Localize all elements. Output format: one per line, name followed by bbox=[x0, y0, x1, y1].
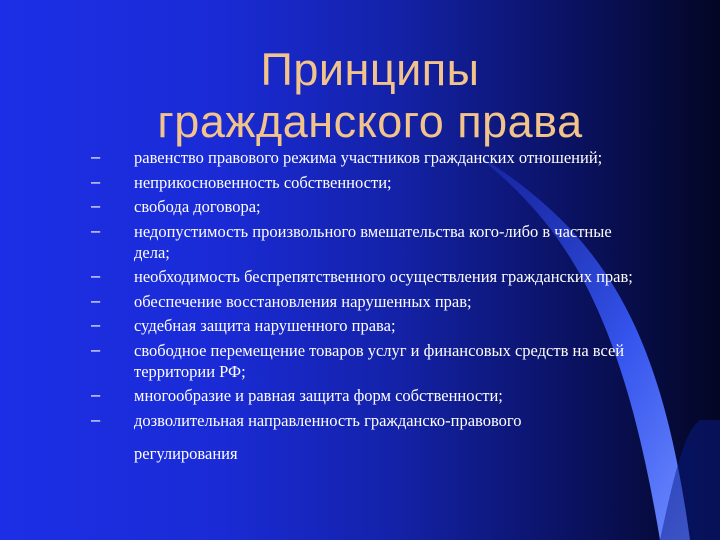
list-item-continuation: регулирования bbox=[134, 443, 238, 463]
list-item bbox=[84, 266, 644, 287]
list-item-text: свободное перемещение товаров услуг и финансовых средств на всей территории РФ; bbox=[134, 340, 625, 381]
bullet-dash: – bbox=[91, 148, 101, 166]
bullet-dash: – bbox=[91, 197, 101, 215]
bullet-dash: – bbox=[91, 221, 101, 240]
list-item-text: судебная защита нарушенного права; bbox=[134, 316, 396, 335]
list-item bbox=[84, 196, 644, 217]
list-item-text: необходимость беспрепятственного осуществления гражданских прав; bbox=[134, 267, 633, 286]
list-item-text: дозволительная направленность гражданско-правового bbox=[134, 410, 522, 430]
list-item bbox=[84, 172, 644, 193]
bullet-dash: – bbox=[91, 267, 101, 285]
bullet-dash: – bbox=[91, 316, 101, 334]
bullet-dash: – bbox=[91, 410, 101, 429]
list-item bbox=[84, 291, 644, 312]
list-item bbox=[84, 315, 644, 336]
list-item-text: обеспечение восстановления нарушенных прав; bbox=[134, 291, 472, 311]
principles-list bbox=[84, 147, 644, 467]
list-item-text: многообразие и равная защита форм собственности; bbox=[134, 386, 503, 405]
list-item bbox=[84, 340, 644, 382]
bullet-dash: – bbox=[91, 172, 101, 191]
list-item-text: недопустимость произвольного вмешательства кого-либо в частные дела; bbox=[134, 221, 612, 262]
bullet-dash: – bbox=[91, 386, 101, 404]
list-item bbox=[84, 410, 644, 464]
list-item bbox=[84, 385, 644, 406]
slide-title bbox=[60, 44, 680, 148]
list-item-text: равенство правового режима участников гражданских отношений; bbox=[134, 148, 603, 167]
list-item bbox=[84, 147, 644, 168]
list-item-text: свобода договора; bbox=[134, 197, 261, 216]
bullet-dash: – bbox=[91, 340, 101, 359]
title-line-1: Принципы bbox=[260, 44, 480, 95]
title-line-2: гражданского права bbox=[157, 96, 583, 147]
list-item bbox=[84, 221, 644, 263]
list-item-text: неприкосновенность собственности; bbox=[134, 172, 392, 192]
bullet-dash: – bbox=[91, 291, 101, 310]
